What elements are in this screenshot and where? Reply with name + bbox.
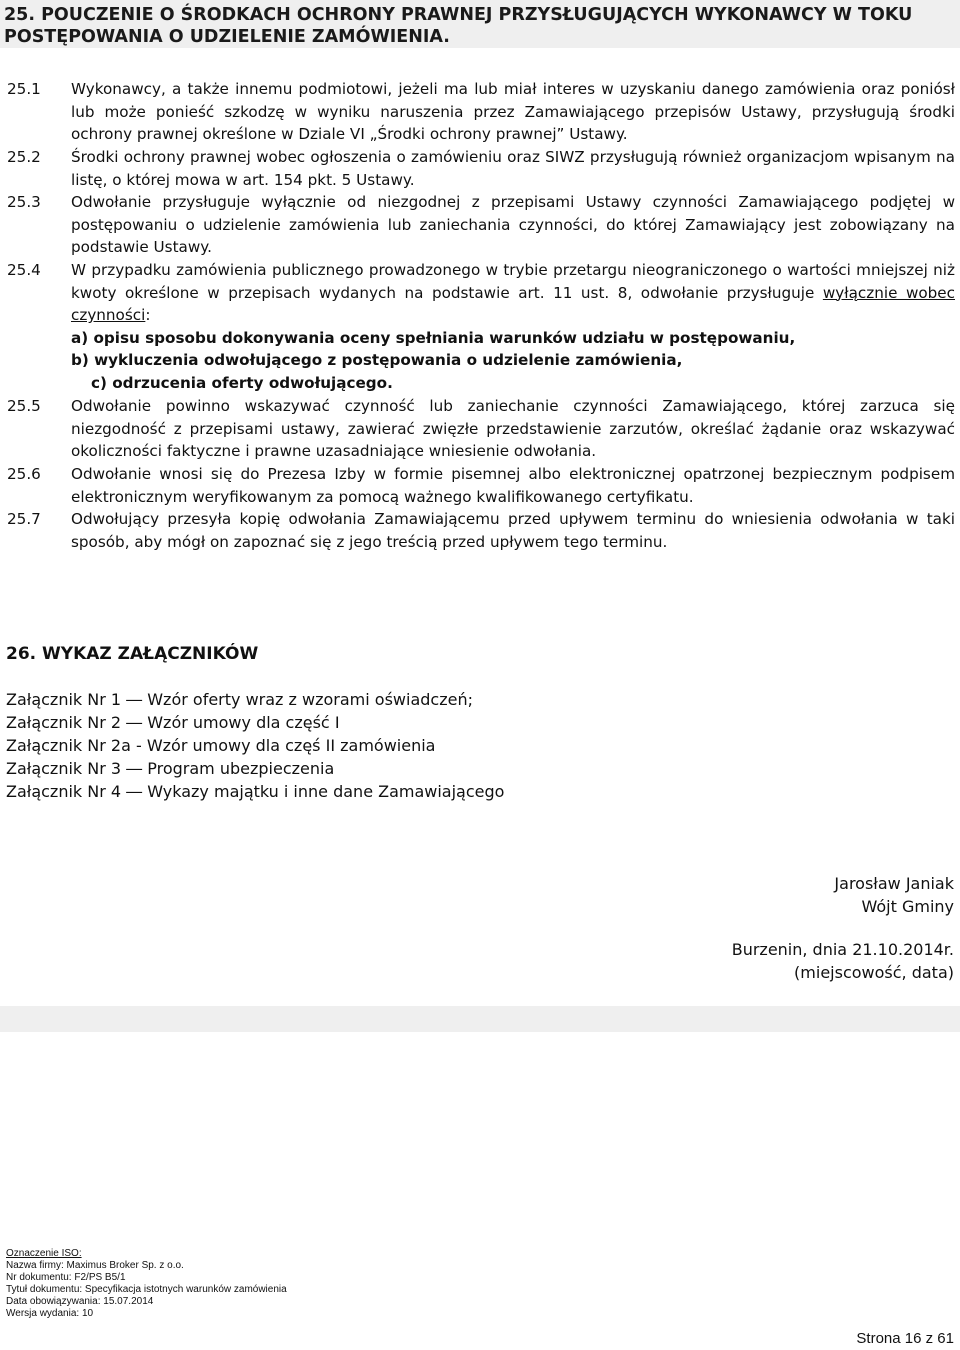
clause-25-1 <box>7 78 955 146</box>
heading-line-1: 25. POUCZENIE O ŚRODKACH OCHRONY PRAWNEJ PRZYSŁUGUJĄCYCH WYKONAWCY W TOKU <box>4 5 913 25</box>
underlined-phrase: wyłącznie wobec czynności <box>71 283 955 324</box>
clause-text: Odwołanie powinno wskazywać czynność lub zaniechanie czynności Zamawiającego, której zarzuca się niezgodność z przepisami ustawy, zawierać zwięzłe przedstawienie zarzutów, określać żądanie oraz wskazywać okoliczności faktyczne i prawne uzasadniające wniesienie odwołania. <box>71 397 955 460</box>
clause-text-main: W przypadku zamówienia publicznego prowadzonego w trybie przetargu nieograniczonego o wartości mniejszej niż kwoty określone w przepisach wydanych na podstawie art. 11 ust. 8, odwołanie przysługuje <box>71 261 955 302</box>
annex-item: Załącznik Nr 4 ― Wykazy majątku i inne dane Zamawiającego <box>6 782 505 801</box>
section-25-heading <box>4 4 954 48</box>
place-date-block <box>732 938 954 984</box>
clause-25-3 <box>7 191 955 259</box>
place-date: Burzenin, dnia 21.10.2014r. <box>731 940 954 959</box>
footer-version: Wersja wydania: 10 <box>6 1308 94 1319</box>
footer-company: Nazwa firmy: Maximus Broker Sp. z o.o. <box>6 1260 184 1271</box>
clause-text: Odwołanie przysługuje wyłącznie od niezgodnej z przepisami Ustawy czynności Zamawiającego podjętej w postępowaniu o udzielenie zamówienia lub zaniechania czynności, do której Zamawiający jest zobowiązany na podstawie Ustawy. <box>71 193 955 256</box>
list-item-b: b) wykluczenia odwołującego z postępowania o udzielenie zamówienia, <box>71 351 683 369</box>
signatory-name: Jarosław Janiak <box>834 874 954 893</box>
colon: : <box>145 306 151 324</box>
annex-item: Załącznik Nr 1 ― Wzór oferty wraz z wzorami oświadczeń; <box>6 690 473 709</box>
document-footer <box>6 1248 287 1320</box>
clause-number: 25.6 <box>7 465 41 483</box>
clause-text <box>71 259 955 327</box>
signature-block <box>834 872 954 918</box>
clause-number: 25.4 <box>7 261 41 279</box>
clause-25-6 <box>7 463 955 508</box>
footer-doc-title: Tytuł dokumentu: Specyfikacja istotnych warunków zamówienia <box>6 1284 287 1295</box>
clause-number: 25.2 <box>7 148 41 166</box>
clause-text: Środki ochrony prawnej wobec ogłoszenia o zamówieniu oraz SIWZ przysługują również organizacjom wpisanym na listę, o której mowa w art. 154 pkt. 5 Ustawy. <box>71 148 955 189</box>
annex-list <box>6 688 504 803</box>
clause-number: 25.3 <box>7 193 41 211</box>
page-number: Strona 16 z 61 <box>856 1330 954 1347</box>
clause-number: 25.7 <box>7 510 41 528</box>
footer-doc-number: Nr dokumentu: F2/PS B5/1 <box>6 1272 126 1283</box>
clause-25-7 <box>7 508 955 553</box>
list-item-a: a) opisu sposobu dokonywania oceny spełniania warunków udziału w postępowaniu, <box>71 328 796 347</box>
annex-item: Załącznik Nr 2 ― Wzór umowy dla część I <box>6 713 340 732</box>
clause-25-4 <box>7 259 955 394</box>
clause-25-2 <box>7 146 955 191</box>
clause-number: 25.5 <box>7 397 41 415</box>
clause-text: Odwołujący przesyła kopię odwołania Zamawiającemu przed upływem terminu do wniesienia odwołania w taki sposób, aby mógł on zapoznać się z jego treścią przed upływem tego terminu. <box>71 510 955 551</box>
heading-line-2: POSTĘPOWANIA O UDZIELENIE ZAMÓWIENIA. <box>4 27 450 47</box>
clause-text: Wykonawcy, a także innemu podmiotowi, jeżeli ma lub miał interes w uzyskaniu danego zamówienia oraz poniósł lub może ponieść szkodzę w wyniku naruszenia przez Zamawiającego przepisów Ustawy, przysługują środki ochrony prawnej określone w Dziale VI „Środki ochrony prawnej” Ustawy. <box>71 80 955 143</box>
separator-band <box>0 1006 960 1032</box>
clause-25-5 <box>7 395 955 463</box>
footer-effective-date: Data obowiązywania: 15.07.2014 <box>6 1296 154 1307</box>
signatory-role: Wójt Gminy <box>861 897 954 916</box>
footer-iso-label: Oznaczenie ISO: <box>6 1248 82 1259</box>
place-date-caption: (miejscowość, data) <box>794 963 954 982</box>
annex-item: Załącznik Nr 3 ― Program ubezpieczenia <box>6 759 335 778</box>
section-26-title: 26. WYKAZ ZAŁĄCZNIKÓW <box>6 644 259 664</box>
clause-text: Odwołanie wnosi się do Prezesa Izby w formie pisemnej albo elektronicznej opatrzonej bezpiecznym podpisem elektronicznym weryfikowanym za pomocą ważnego kwalifikowanego certyfikatu. <box>71 465 955 506</box>
annex-item: Załącznik Nr 2a - Wzór umowy dla częś II zamówienia <box>6 736 436 755</box>
list-item-c: c) odrzucenia oferty odwołującego. <box>91 373 393 392</box>
clause-number: 25.1 <box>7 80 41 98</box>
